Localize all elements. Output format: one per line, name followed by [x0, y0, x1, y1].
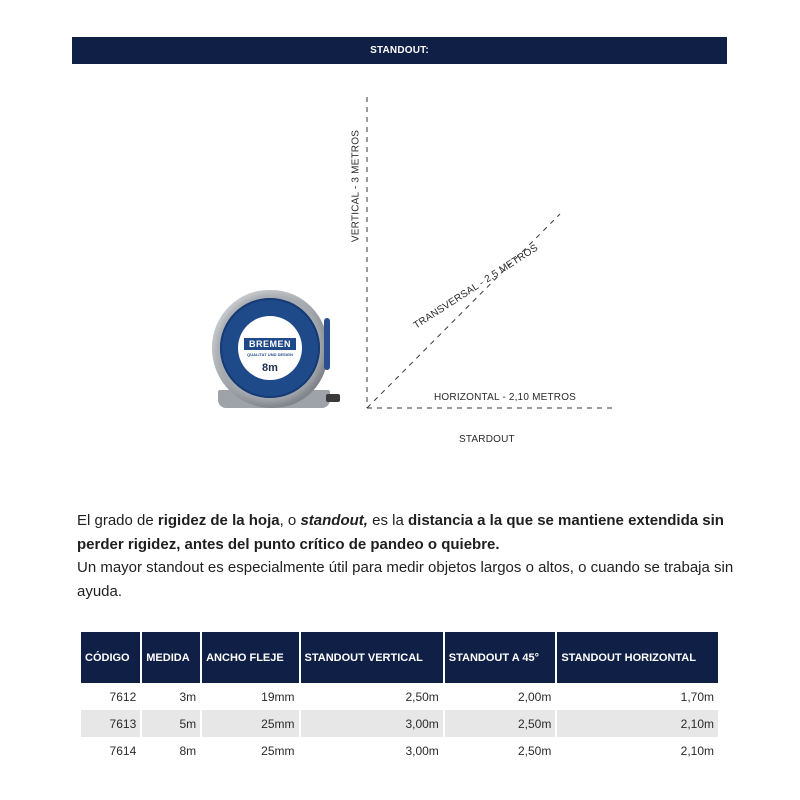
- stardout-caption: STARDOUT: [459, 434, 515, 445]
- cell-medida: 3m: [179, 689, 197, 704]
- desc-italic: standout,: [300, 512, 368, 529]
- header-medida: MEDIDA: [142, 632, 200, 683]
- tape-clip: [324, 318, 330, 370]
- table-header-row: [81, 632, 718, 683]
- cell-medida: 8m: [179, 743, 197, 758]
- header-ancho-fleje: ANCHO FLEJE: [202, 632, 298, 683]
- description-paragraph-1: [77, 509, 737, 556]
- header-codigo: CÓDIGO: [81, 632, 140, 683]
- header-standout-vertical: STANDOUT VERTICAL: [301, 632, 443, 683]
- description-paragraph-2: Un mayor standout es especialmente útil para medir objetos largos o altos, o cuando se trabaja sin ayuda.: [77, 559, 734, 600]
- desc-text: es la: [367, 512, 408, 529]
- table-row: [81, 710, 718, 737]
- standout-table: [79, 632, 720, 764]
- cell-ancho: 19mm: [261, 689, 295, 704]
- cell-codigo: 7614: [109, 743, 137, 758]
- cell-vertical: 2,50m: [405, 689, 439, 704]
- cell-horizontal: 2,10m: [557, 710, 718, 737]
- cell-45: 2,00m: [517, 689, 552, 704]
- cell-45: 2,50m: [517, 743, 552, 758]
- description: [77, 509, 737, 603]
- desc-bold: rigidez de la hoja: [157, 512, 280, 529]
- banner-title: STANDOUT:: [370, 45, 429, 56]
- cell-horizontal: 2,10m: [680, 743, 714, 758]
- horizontal-label: HORIZONTAL - 2,10 METROS: [434, 392, 577, 403]
- header-standout-horizontal: STANDOUT HORIZONTAL: [557, 632, 718, 683]
- tape-hook: [326, 394, 340, 402]
- transversal-label: TRANSVERSAL - 2,5 METROS: [411, 242, 541, 332]
- table-row: [81, 737, 718, 764]
- cell-codigo: 7613: [81, 710, 140, 737]
- desc-bold: distancia a la que se mantiene extendida sin perder rigidez, antes del punto crítico de pandeo o quiebre.: [77, 512, 724, 553]
- cell-45: 2,50m: [445, 710, 556, 737]
- header-standout-45: STANDOUT A 45°: [445, 632, 556, 683]
- desc-text: El grado de: [77, 512, 158, 529]
- desc-text: , o: [279, 512, 301, 529]
- tape-measure-image: [208, 286, 342, 420]
- cell-medida: 5m: [142, 710, 200, 737]
- cell-ancho: 25mm: [202, 710, 298, 737]
- cell-vertical: 3,00m: [301, 710, 443, 737]
- vertical-label: VERTICAL - 3 METROS: [350, 129, 362, 243]
- tape-tagline: QUALITAT UND DESIGN: [247, 352, 293, 357]
- tape-size-label: 8m: [262, 362, 278, 374]
- cell-vertical: 3,00m: [405, 743, 439, 758]
- table-row: [81, 683, 718, 710]
- cell-horizontal: 1,70m: [680, 689, 714, 704]
- cell-codigo: 7612: [109, 689, 137, 704]
- tape-brand-logo: BREMEN: [244, 338, 296, 350]
- cell-ancho: 25mm: [261, 743, 295, 758]
